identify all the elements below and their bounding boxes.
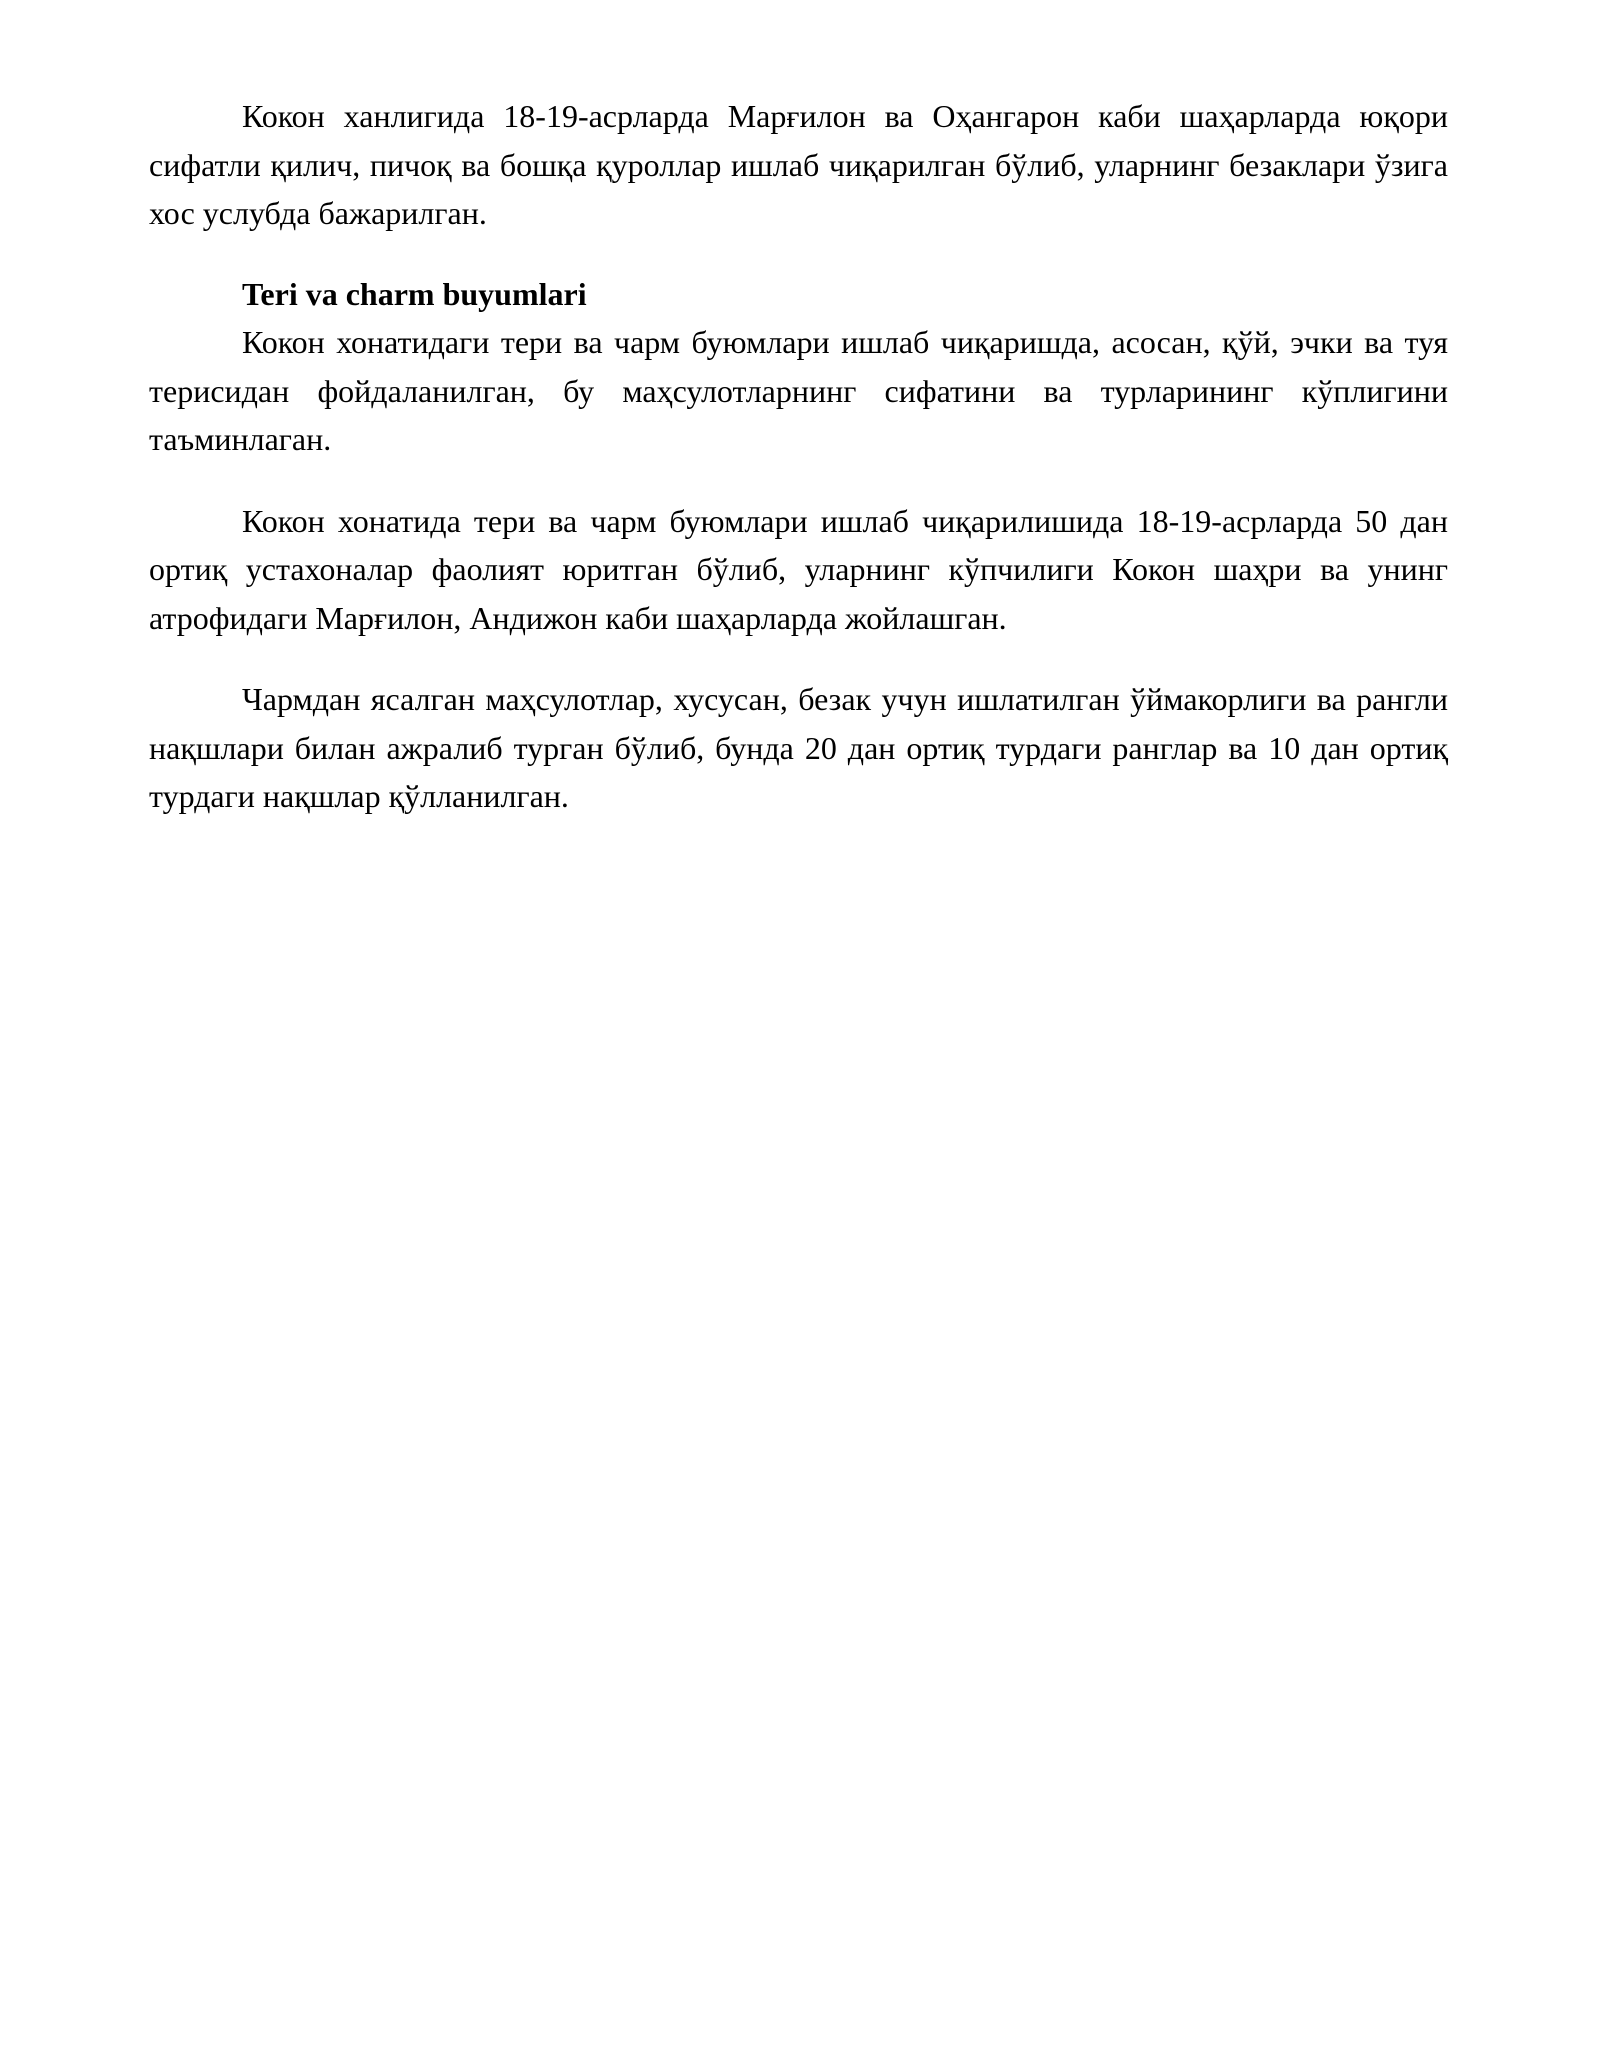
- paragraph-leather-materials: Кокон хонатидаги тери ва чарм буюмлари ишлаб чиқаришда, асосан, қўй, эчки ва туя терисидан фойдаланилган, бу маҳсулотларнинг сифатини ва турларининг кўплигини таъминлаган.: [149, 324, 1448, 457]
- section-heading: Teri va charm buyumlari: [242, 275, 587, 312]
- document-body: [149, 92, 1448, 821]
- paragraph-ornaments: Чармдан ясалган маҳсулотлар, хусусан, безак учун ишлатилган ўймакорлиги ва рангли нақшлари билан ажралиб турган бўлиб, бунда 20 дан ортиқ турдаги ранглар ва 10 дан ортиқ турдаги нақшлар қўлланилган.: [149, 681, 1448, 814]
- paragraph-workshops: Кокон хонатида тери ва чарм буюмлари ишлаб чиқарилишида 18-19-асрларда 50 дан ортиқ устахоналар фаолият юритган бўлиб, уларнинг кўпчилиги Кокон шаҳри ва унинг атрофидаги Марғилон, Андижон каби шаҳарларда жойлашган.: [149, 502, 1448, 636]
- paragraph-weapons: Кокон ханлигида 18-19-асрларда Марғилон ва Оҳангарон каби шаҳарларда юқори сифатли қилич, пичоқ ва бошқа қуроллар ишлаб чиқарилган бўлиб, уларнинг безаклари ўзига хос услубда бажарилган.: [149, 98, 1448, 231]
